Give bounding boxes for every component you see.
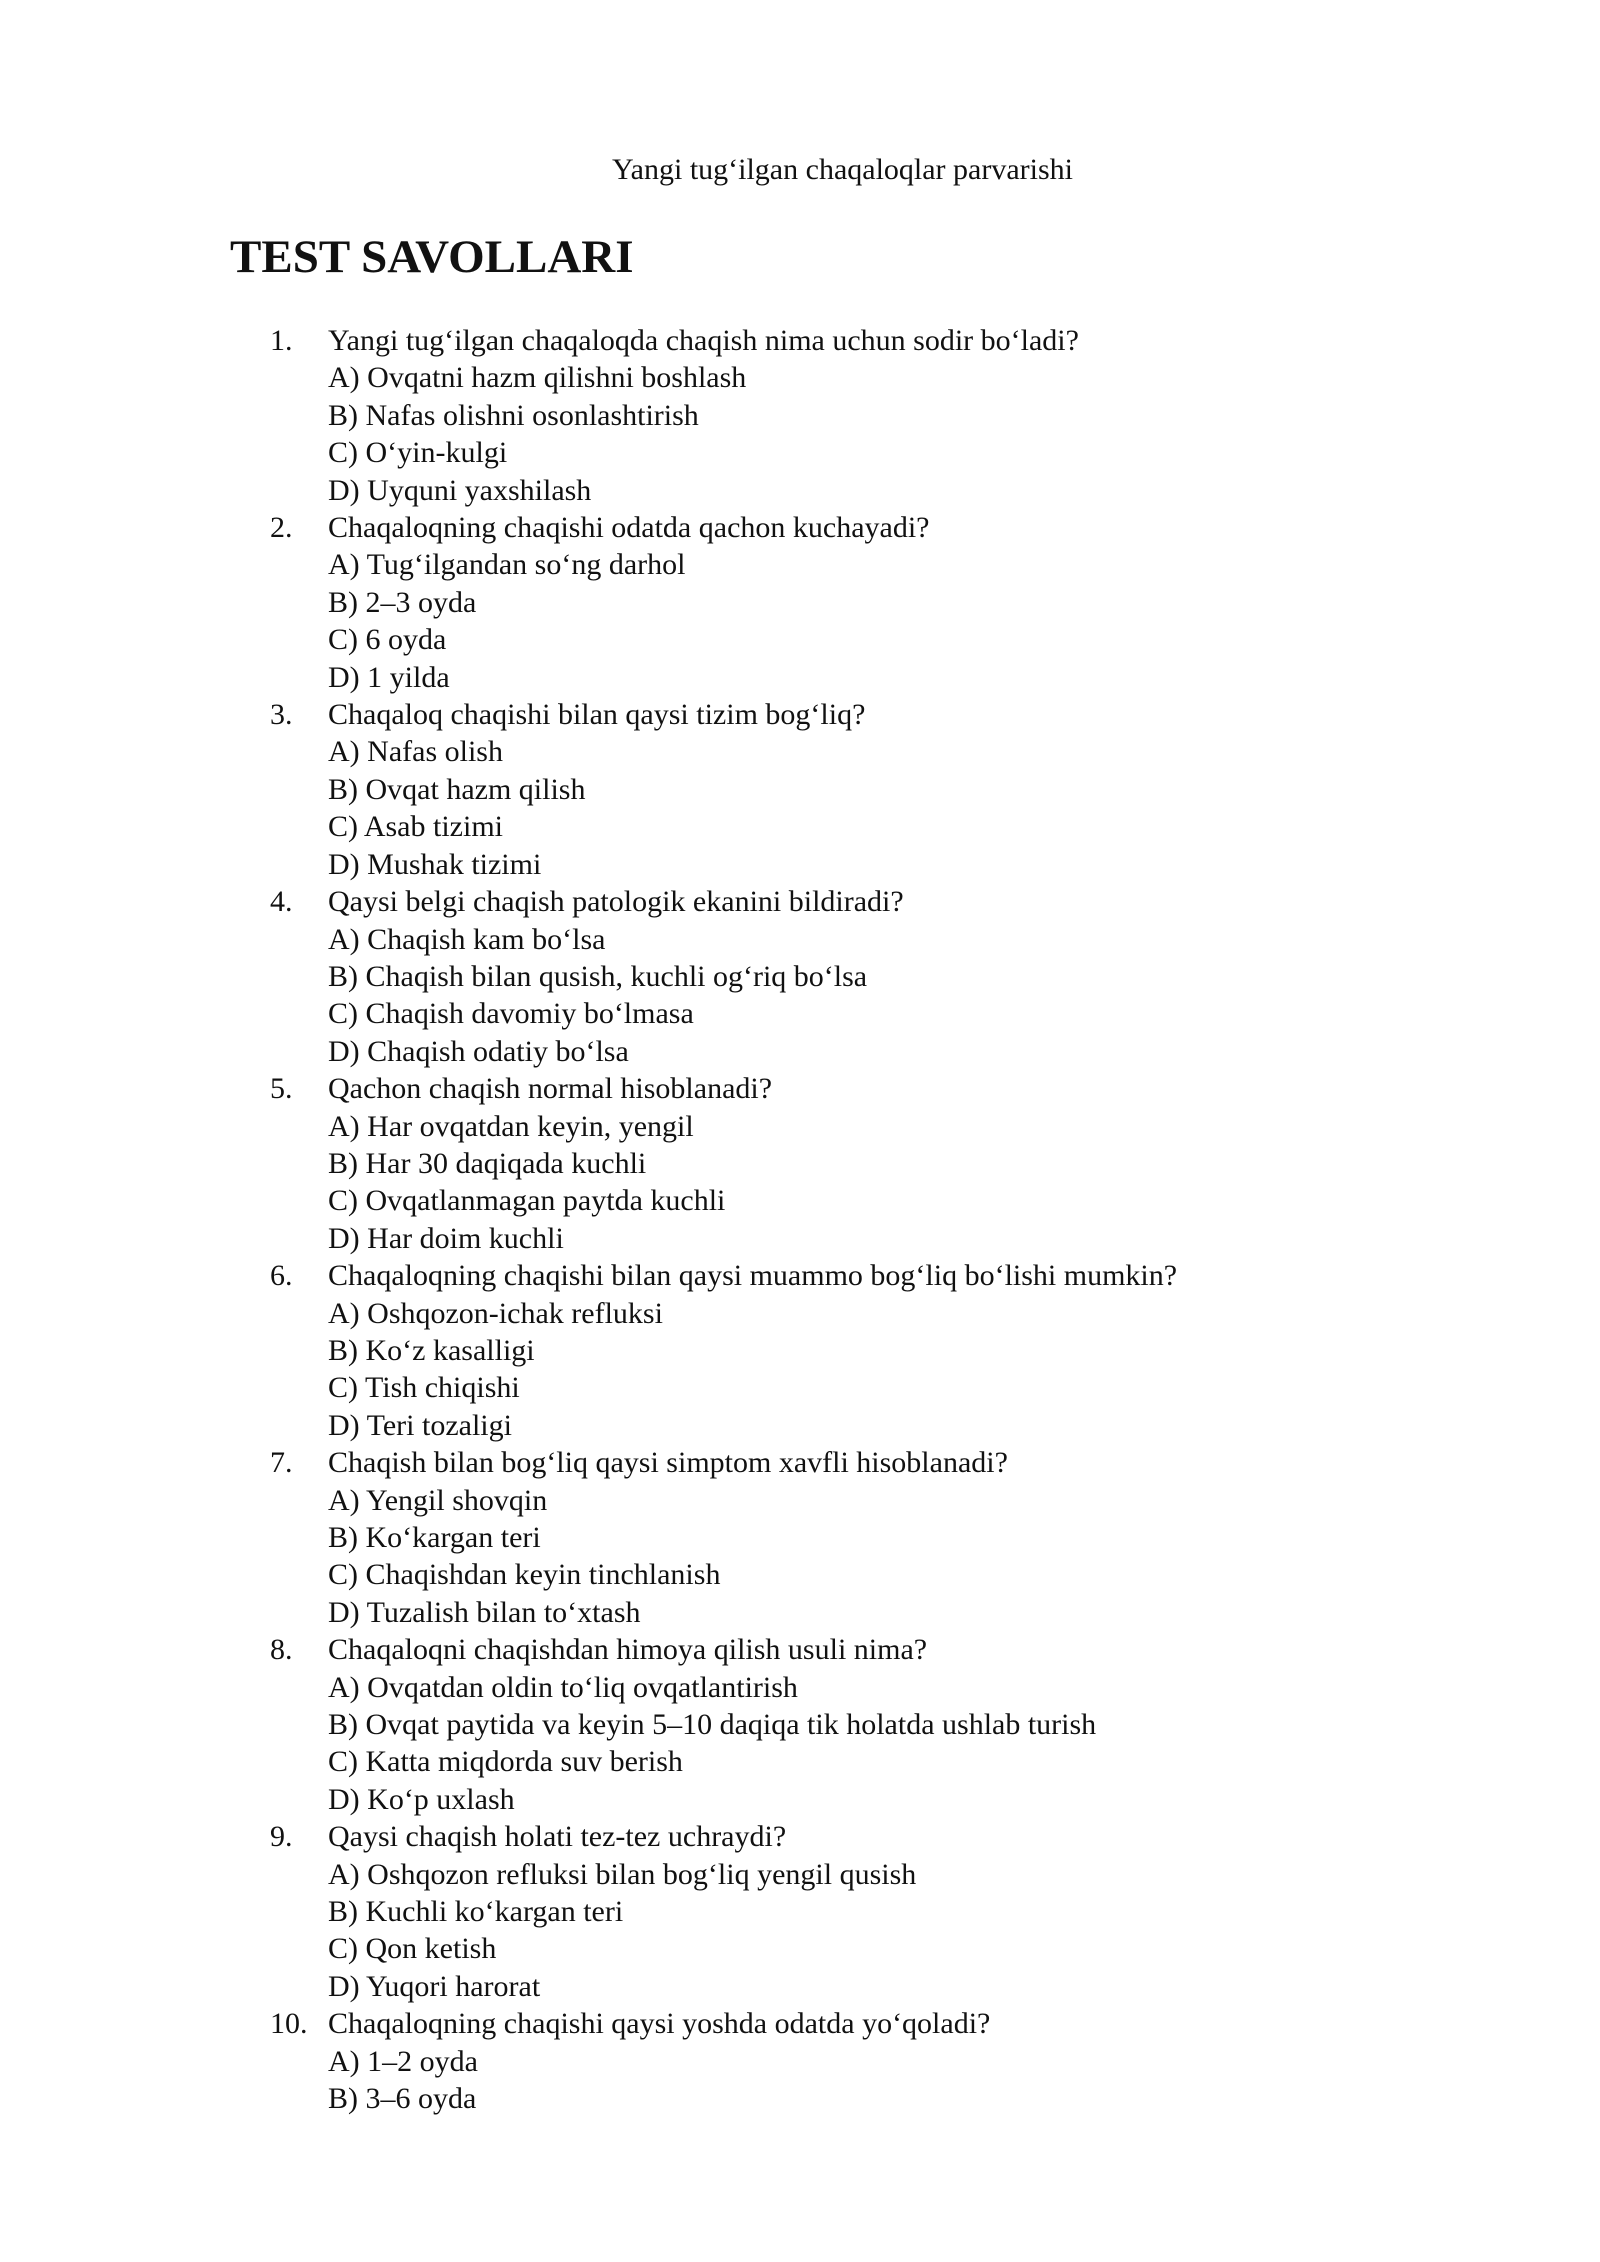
question-number: 1. xyxy=(270,324,293,357)
answer-option: A) Tug‘ilgandan so‘ng darhol xyxy=(328,548,686,582)
page-header: Yangi tug‘ilgan chaqaloqlar parvarishi xyxy=(612,153,1074,186)
question-number: 6. xyxy=(270,1259,293,1293)
answer-option: D) 1 yilda xyxy=(328,660,450,694)
question-line xyxy=(270,1444,1510,1481)
question-number: 7. xyxy=(270,1446,293,1480)
question-text: Yangi tug‘ilgan chaqaloqda chaqish nima uchun sodir bo‘ladi? xyxy=(328,324,1079,357)
answer-option: B) 2–3 oyda xyxy=(328,585,477,619)
answer-option: D) Chaqish odatiy bo‘lsa xyxy=(328,1034,629,1068)
question-line xyxy=(270,883,1510,920)
answer-option: D) Teri tozaligi xyxy=(328,1408,512,1442)
answer-option: B) Ovqat paytida va keyin 5–10 daqiqa tik holatda ushlab turish xyxy=(328,1708,1097,1742)
answer-option: B) 3–6 oyda xyxy=(328,2082,477,2116)
answer-option: C) Asab tizimi xyxy=(328,810,503,844)
answer-option: B) Har 30 daqiqada kuchli xyxy=(328,1146,647,1180)
answer-option: C) 6 oyda xyxy=(328,623,447,657)
answer-option: D) Uyquni yaxshilash xyxy=(328,473,592,507)
question-number: 2. xyxy=(270,511,293,545)
answer-option: B) Ovqat hazm qilish xyxy=(328,772,586,806)
question-list xyxy=(270,322,1510,2118)
answer-option: C) Ovqatlanmagan paytda kuchli xyxy=(328,1184,726,1218)
answer-option: B) Kuchli ko‘kargan teri xyxy=(328,1895,624,1929)
answer-option: A) Nafas olish xyxy=(328,735,503,769)
answer-option: B) Ko‘kargan teri xyxy=(328,1521,541,1554)
question-number: 10. xyxy=(270,2007,308,2041)
question-item xyxy=(270,1070,1510,1257)
question-line xyxy=(270,1818,1510,1855)
answer-option: D) Tuzalish bilan to‘xtash xyxy=(328,1595,641,1629)
answer-option: C) Qon ketish xyxy=(328,1932,497,1966)
answer-option: D) Yuqori harorat xyxy=(328,1969,541,2003)
answer-option: A) Oshqozon-ichak refluksi xyxy=(328,1296,663,1330)
question-line xyxy=(270,696,1510,733)
question-number: 5. xyxy=(270,1072,293,1106)
answer-option: C) Katta miqdorda suv berish xyxy=(328,1745,683,1779)
question-item xyxy=(270,696,1510,883)
question-text: Qachon chaqish normal hisoblanadi? xyxy=(328,1072,773,1106)
question-item xyxy=(270,1818,1510,2005)
question-item xyxy=(270,1444,1510,1631)
answer-option: B) Nafas olishni osonlashtirish xyxy=(328,398,699,432)
question-number: 3. xyxy=(270,698,293,732)
question-item xyxy=(270,1631,1510,1818)
question-line xyxy=(270,1257,1510,1294)
answer-option: A) 1–2 oyda xyxy=(328,2044,478,2078)
page-title: TEST SAVOLLARI xyxy=(230,231,634,283)
question-text: Chaqaloqning chaqishi bilan qaysi muammo bog‘liq bo‘lishi mumkin? xyxy=(328,1259,1178,1293)
question-line xyxy=(270,322,1510,359)
answer-option: C) Chaqishdan keyin tinchlanish xyxy=(328,1558,721,1592)
answer-option: A) Oshqozon refluksi bilan bog‘liq yengil qusish xyxy=(328,1857,917,1891)
question-item xyxy=(270,322,1510,509)
answer-option: A) Ovqatdan oldin to‘liq ovqatlantirish xyxy=(328,1670,798,1704)
question-text: Qaysi belgi chaqish patologik ekanini bildiradi? xyxy=(328,885,904,919)
question-number: 9. xyxy=(270,1820,293,1854)
answer-option: C) Tish chiqishi xyxy=(328,1371,520,1405)
question-item xyxy=(270,509,1510,696)
answer-option: A) Yengil shovqin xyxy=(328,1483,548,1517)
question-line xyxy=(270,2005,1510,2042)
answer-option: C) Chaqish davomiy bo‘lmasa xyxy=(328,997,694,1031)
answer-option: B) Chaqish bilan qusish, kuchli og‘riq bo‘lsa xyxy=(328,959,868,993)
answer-option: D) Har doim kuchli xyxy=(328,1221,564,1255)
answer-option: C) O‘yin-kulgi xyxy=(328,436,508,470)
answer-option: D) Mushak tizimi xyxy=(328,847,542,881)
question-text: Chaqaloq chaqishi bilan qaysi tizim bog‘liq? xyxy=(328,698,866,732)
answer-option: B) Ko‘z kasalligi xyxy=(328,1333,535,1367)
question-text: Chaqaloqni chaqishdan himoya qilish usuli nima? xyxy=(328,1633,928,1667)
answer-option: D) Ko‘p uxlash xyxy=(328,1782,515,1816)
answer-option: A) Ovqatni hazm qilishni boshlash xyxy=(328,361,747,395)
question-text: Chaqaloqning chaqishi odatda qachon kuchayadi? xyxy=(328,511,930,545)
question-item xyxy=(270,883,1510,1070)
question-number: 8. xyxy=(270,1633,293,1667)
question-text: Qaysi chaqish holati tez-tez uchraydi? xyxy=(328,1820,787,1854)
question-item xyxy=(270,1257,1510,1444)
question-line xyxy=(270,1631,1510,1668)
answer-option: A) Chaqish kam bo‘lsa xyxy=(328,922,606,956)
question-line xyxy=(270,509,1510,546)
question-number: 4. xyxy=(270,885,293,919)
question-item xyxy=(270,2005,1510,2117)
question-text: Chaqish bilan bog‘liq qaysi simptom xavfli hisoblanadi? xyxy=(328,1446,1008,1480)
question-line xyxy=(270,1070,1510,1107)
question-text: Chaqaloqning chaqishi qaysi yoshda odatda yo‘qoladi? xyxy=(328,2007,991,2041)
answer-option: A) Har ovqatdan keyin, yengil xyxy=(328,1109,694,1143)
